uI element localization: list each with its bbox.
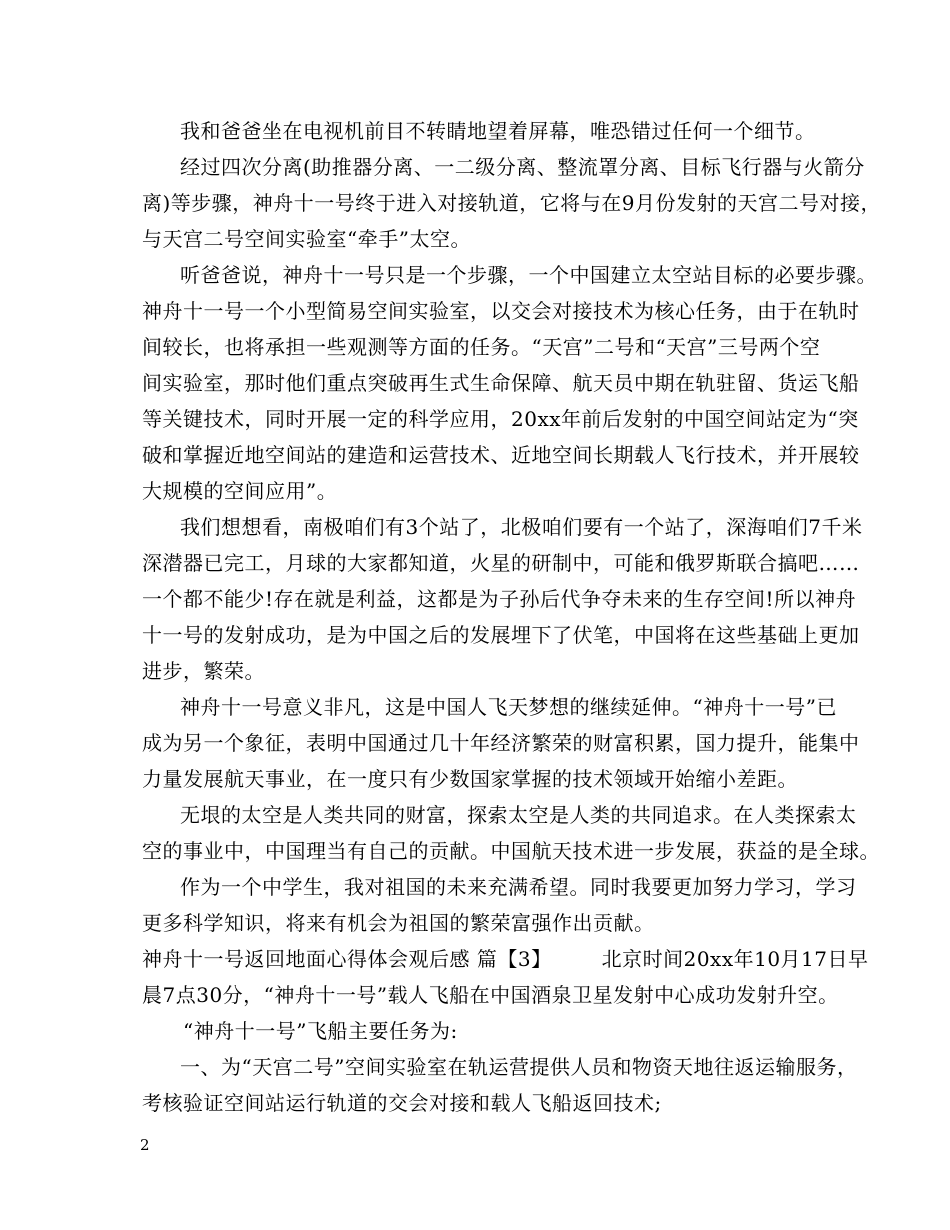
paragraph-line: 间实验室，那时他们重点突破再生式生命保障、航天员中期在轨驻留、货运飞船 [142, 371, 860, 395]
section-title: 神舟十一号返回地面心得体会观后感 篇【3】 [142, 947, 552, 971]
paragraph-line: 神舟十一号一个小型简易空间实验室，以交会对接技术为核心任务，由于在轨时 [142, 299, 860, 323]
paragraph-line: 间较长，也将承担一些观测等方面的任务。“天宫”二号和“天宫”三号两个空 [142, 335, 821, 359]
paragraph-line: 破和掌握近地空间站的建造和运营技术、近地空间长期载人飞行技术，并开展较 [142, 443, 860, 467]
document-body [142, 113, 882, 1121]
paragraph-line: 一、为“天宫二号”空间实验室在轨运营提供人员和物资天地往返运输服务， [180, 1055, 858, 1079]
paragraph-line: 作为一个中学生，我对祖国的未来充满希望。同时我要更加努力学习，学习 [180, 875, 857, 899]
paragraph-line: 空的事业中，中国理当有自己的贡献。中国航天技术进一步发展，获益的是全球。 [142, 839, 880, 863]
paragraph-line: 更多科学知识，将来有机会为祖国的繁荣富强作出贡献。 [142, 911, 655, 935]
paragraph-line: 深潜器已完工，月球的大家都知道，火星的研制中，可能和俄罗斯联合搞吧…… [142, 551, 860, 575]
paragraph-line: 进步，繁荣。 [142, 659, 265, 683]
paragraph-line: 离)等步骤，神舟十一号终于进入对接轨道，它将与在9月份发射的天宫二号对接， [142, 191, 882, 215]
paragraph-line: 晨7点30分，“神舟十一号”载人飞船在中国酒泉卫星发射中心成功发射升空。 [142, 983, 839, 1007]
paragraph-line: 大规模的空间应用”。 [142, 479, 338, 503]
paragraph-line: 一个都不能少!存在就是利益，这都是为子孙后代争夺未来的生存空间!所以神舟 [142, 587, 857, 611]
paragraph-line: 经过四次分离(助推器分离、一二级分离、整流罩分离、目标飞行器与火箭分 [180, 155, 865, 179]
section-intro-text: 北京时间20xx年10月17日早 [601, 947, 869, 971]
paragraph-line: 十一号的发射成功，是为中国之后的发展埋下了伏笔，中国将在这些基础上更加 [142, 623, 860, 647]
paragraph-line: 考核验证空间站运行轨道的交会对接和载人飞船返回技术; [142, 1091, 662, 1115]
paragraph-line: 神舟十一号意义非凡，这是中国人飞天梦想的继续延伸。“神舟十一号”已 [180, 695, 837, 719]
paragraph-line: 力量发展航天事业，在一度只有少数国家掌握的技术领域开始缩小差距。 [142, 767, 798, 791]
paragraph-line: 与天宫二号空间实验室“牵手”太空。 [142, 227, 471, 251]
page-number: 2 [140, 1136, 150, 1154]
section-heading-line [142, 941, 869, 977]
paragraph-line: 我们想想看，南极咱们有3个站了，北极咱们要有一个站了，深海咱们7千米 [180, 515, 863, 539]
paragraph-line: 我和爸爸坐在电视机前目不转睛地望着屏幕，唯恐错过任何一个细节。 [180, 119, 816, 143]
paragraph-line: 听爸爸说，神舟十一号只是一个步骤，一个中国建立太空站目标的必要步骤。 [180, 263, 877, 287]
paragraph-line: 成为另一个象征，表明中国通过几十年经济繁荣的财富积累，国力提升，能集中 [142, 731, 860, 755]
paragraph-line: “神舟十一号”飞船主要任务为: [183, 1019, 458, 1043]
paragraph-line: 等关键技术，同时开展一定的科学应用，20xx年前后发射的中国空间站定为“突 [142, 407, 859, 431]
paragraph-line: 无垠的太空是人类共同的财富，探索太空是人类的共同追求。在人类探索太 [180, 803, 857, 827]
